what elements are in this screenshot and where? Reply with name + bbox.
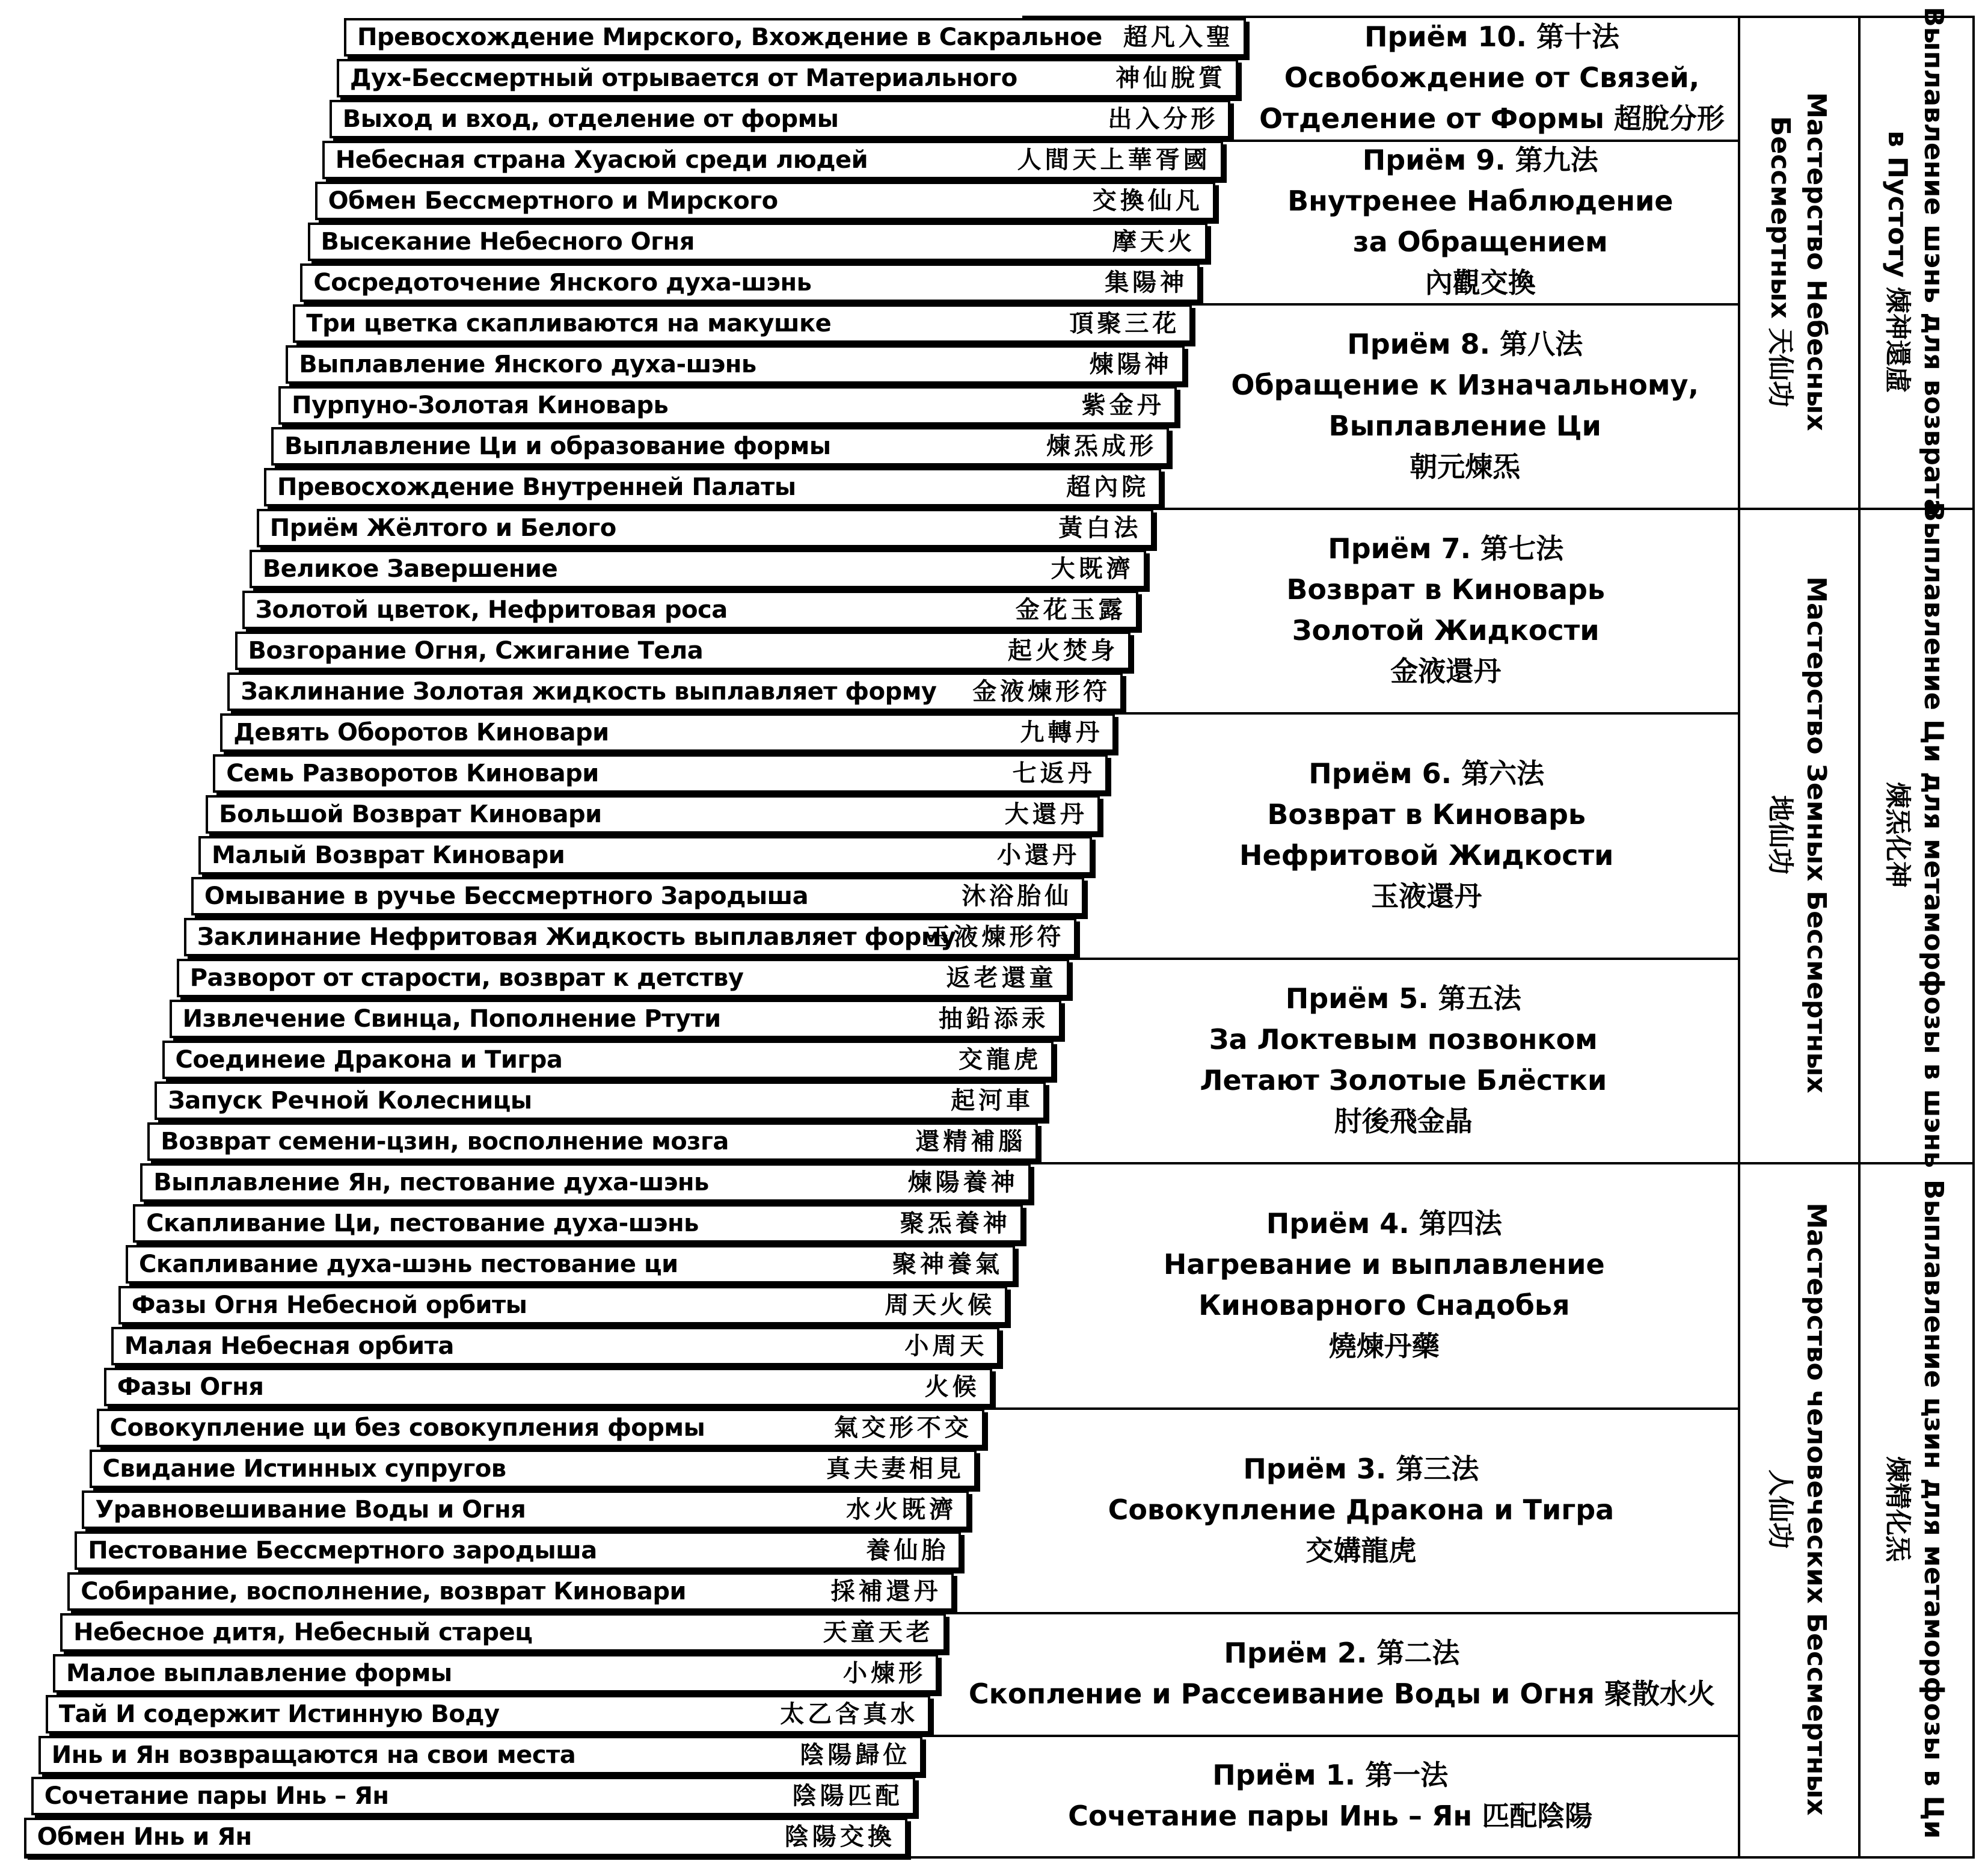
stage-label xyxy=(1879,1180,1951,1839)
method-line: Сочетание пары Инь – Ян 匹配陰陽 xyxy=(1068,1800,1593,1832)
step-name-zh: 抽鉛添汞 xyxy=(938,1005,1049,1033)
step-box xyxy=(213,754,1107,793)
step-name-ru: Заклинание Золотая жидкость выплавляет форму xyxy=(241,678,937,706)
step-name-ru: Малая Небесная орбита xyxy=(124,1332,454,1360)
step-name-ru: Уравновешивание Воды и Огня xyxy=(95,1496,526,1524)
step-name-ru: Превосхождение Мирского, Вхождение в Сакральное xyxy=(357,23,1102,51)
step-name-ru: Соединеие Дракона и Тигра xyxy=(175,1046,563,1074)
step-box xyxy=(308,223,1208,261)
method-cell xyxy=(928,1735,1732,1856)
step-name-zh: 交換仙凡 xyxy=(1092,187,1203,215)
step-name-zh: 神仙脫質 xyxy=(1115,64,1227,92)
step-name-ru: Обмен Бессмертного и Мирского xyxy=(328,187,778,215)
method-cell xyxy=(1037,1162,1732,1407)
step-box xyxy=(60,1613,946,1652)
step-box xyxy=(344,18,1246,57)
method-line: Возврат в Киноварь xyxy=(1267,798,1586,831)
step-name-zh: 天童天老 xyxy=(823,1619,934,1646)
step-box xyxy=(90,1450,977,1488)
step-box xyxy=(24,1818,907,1856)
method-cell xyxy=(1229,140,1732,303)
step-name-zh: 超凡入聖 xyxy=(1123,23,1234,51)
method-line: Приём 4. 第四法 xyxy=(1266,1207,1502,1240)
step-name-ru: Фазы Огня xyxy=(117,1373,264,1401)
step-name-ru: Обмен Инь и Ян xyxy=(37,1823,252,1851)
step-name-zh: 交龍虎 xyxy=(959,1046,1042,1074)
method-line: Отделение от Формы 超脫分形 xyxy=(1259,102,1725,135)
step-box xyxy=(31,1777,915,1815)
step-name-zh: 煉炁成形 xyxy=(1046,432,1157,460)
step-name-ru: Золотой цветок, Нефритовая роса xyxy=(255,596,728,624)
method-line: 金液還丹 xyxy=(1390,655,1502,687)
step-name-zh: 出入分形 xyxy=(1108,105,1219,133)
method-line: 玉液還丹 xyxy=(1371,880,1482,912)
step-box xyxy=(184,918,1077,956)
step-name-ru: Собирание, восполнение, возврат Киновари xyxy=(81,1578,687,1605)
step-name-zh: 周天火候 xyxy=(885,1291,996,1319)
stage-label-line: 煉炁化神 xyxy=(1882,781,1913,888)
step-name-ru: Сосредоточение Янского духа-шэнь xyxy=(313,269,812,297)
step-name-ru: Сочетание пары Инь – Ян xyxy=(44,1782,389,1810)
step-name-zh: 起河車 xyxy=(951,1087,1034,1115)
row-divider xyxy=(24,1856,1975,1859)
stage-label-line: в Пустоту 煉神還虛 xyxy=(1882,131,1913,393)
step-box xyxy=(82,1490,969,1529)
step-box xyxy=(242,591,1138,629)
step-name-zh: 養仙胎 xyxy=(866,1537,950,1564)
step-name-ru: Дух-Бессмертный отрывается от Материального xyxy=(349,64,1017,92)
mastery-label-line: Мастерство Земных Бессмертных xyxy=(1801,576,1832,1093)
stage-label-line: Выплавление шэнь для возврата xyxy=(1918,7,1949,517)
step-name-ru: Инь и Ян возвращаются на свои места xyxy=(51,1741,576,1769)
step-name-zh: 真夫妻相見 xyxy=(826,1455,965,1483)
method-line: Приём 5. 第五法 xyxy=(1285,982,1521,1015)
step-name-ru: Возгорание Огня, Сжигание Тела xyxy=(248,637,704,665)
step-name-zh: 頂聚三花 xyxy=(1069,310,1180,337)
method-line: Нефритовой Жидкости xyxy=(1239,839,1614,872)
step-box xyxy=(227,672,1123,711)
method-line: Выплавление Ци xyxy=(1328,410,1601,442)
step-name-zh: 小煉形 xyxy=(843,1659,926,1687)
stage-label xyxy=(1879,502,1951,1168)
column-divider xyxy=(1972,16,1975,1856)
step-box xyxy=(177,959,1069,997)
method-line: за Обращением xyxy=(1352,226,1608,258)
method-line: Внутренее Наблюдение xyxy=(1287,185,1674,217)
step-name-zh: 紫金丹 xyxy=(1081,392,1165,419)
step-box xyxy=(315,182,1215,220)
step-name-ru: Извлечение Свинца, Пополнение Ртути xyxy=(182,1005,721,1033)
step-name-ru: Заклинание Нефритовая Жидкость выплавляет форму xyxy=(197,923,956,951)
step-name-ru: Небесное дитя, Небесный старец xyxy=(73,1619,533,1646)
mastery-label-line: Мастерство человеческих Бессмертных xyxy=(1801,1202,1832,1816)
step-box xyxy=(235,632,1131,670)
method-line: Приём 7. 第七法 xyxy=(1328,532,1564,565)
step-box xyxy=(293,304,1192,343)
step-box xyxy=(206,795,1100,834)
step-box xyxy=(75,1531,961,1570)
mastery-label xyxy=(1762,92,1834,431)
step-name-ru: Большой Возврат Киновари xyxy=(219,801,602,828)
step-name-zh: 沐浴胎仙 xyxy=(962,882,1073,910)
mastery-label-line: 地仙功 xyxy=(1765,795,1796,875)
mastery-label-line: 人仙功 xyxy=(1765,1469,1796,1549)
step-name-zh: 陰陽歸位 xyxy=(800,1741,911,1769)
step-name-ru: Превосхождение Внутренней Палаты xyxy=(277,473,796,501)
method-cell xyxy=(1121,712,1732,958)
step-name-zh: 起火焚身 xyxy=(1008,637,1118,665)
step-box xyxy=(162,1041,1054,1079)
step-name-zh: 火候 xyxy=(924,1373,980,1401)
method-line: Обращение к Изначальному, xyxy=(1231,369,1699,401)
method-line: Совокупление Дракона и Тигра xyxy=(1108,1493,1615,1526)
column-divider xyxy=(1738,16,1740,1856)
step-box xyxy=(337,59,1238,97)
step-box xyxy=(111,1327,1000,1365)
step-box xyxy=(286,345,1184,384)
method-cell xyxy=(1252,16,1732,140)
stage-label-line: Выплавление Ци для метаморфозы в шэнь xyxy=(1918,502,1949,1168)
step-name-ru: Пурпуно-Золотая Киноварь xyxy=(292,392,669,419)
method-line: Приём 1. 第一法 xyxy=(1212,1759,1449,1791)
step-name-zh: 小還丹 xyxy=(997,841,1080,869)
method-line: Приём 3. 第三法 xyxy=(1243,1453,1479,1485)
step-name-ru: Совокупление ци без совокупления формы xyxy=(109,1414,705,1442)
step-name-zh: 摩天火 xyxy=(1112,228,1195,256)
method-line: Освобождение от Связей, xyxy=(1284,61,1700,94)
step-box xyxy=(46,1695,930,1733)
step-name-zh: 陰陽交換 xyxy=(784,1823,895,1851)
step-name-zh: 金液煉形符 xyxy=(972,678,1111,706)
step-box xyxy=(104,1368,992,1406)
step-name-zh: 水火既濟 xyxy=(846,1496,957,1524)
method-cell xyxy=(990,1407,1732,1612)
step-name-zh: 還精補腦 xyxy=(915,1128,1026,1155)
stage-label-line: Выплавление цзин для метаморфозы в Ци xyxy=(1918,1179,1949,1839)
step-name-zh: 煉陽養神 xyxy=(907,1169,1019,1196)
step-name-zh: 七返丹 xyxy=(1012,760,1096,787)
step-box xyxy=(147,1122,1038,1161)
step-name-ru: Выплавление Янского духа-шэнь xyxy=(299,351,756,378)
method-line: За Локтевым позвонком xyxy=(1209,1023,1598,1056)
method-line: Приём 10. 第十法 xyxy=(1364,20,1619,53)
step-name-zh: 採補還丹 xyxy=(830,1578,942,1605)
step-name-ru: Малый Возврат Киновари xyxy=(212,841,565,869)
method-line: Приём 6. 第六法 xyxy=(1308,757,1545,790)
method-line: 內觀交換 xyxy=(1425,266,1536,299)
step-box xyxy=(155,1081,1046,1120)
step-name-ru: Фазы Огня Небесной орбиты xyxy=(131,1291,527,1319)
method-line: Золотой Жидкости xyxy=(1292,614,1600,647)
step-name-zh: 人間天上華胥國 xyxy=(1017,146,1211,174)
step-name-ru: Разворот от старости, возврат к детству xyxy=(189,964,744,992)
mastery-label-line: Мастерство Небесных xyxy=(1801,92,1832,431)
step-name-zh: 金花玉露 xyxy=(1015,596,1126,624)
method-line: Приём 2. 第二法 xyxy=(1224,1637,1460,1669)
method-line: Летают Золотые Блёстки xyxy=(1200,1064,1607,1097)
step-name-ru: Три цветка скапливаются на макушке xyxy=(306,310,832,337)
step-name-zh: 返老還童 xyxy=(946,964,1057,992)
step-name-zh: 陰陽匹配 xyxy=(792,1782,903,1810)
step-name-zh: 氣交形不交 xyxy=(833,1414,972,1442)
step-box xyxy=(220,713,1115,752)
mastery-label xyxy=(1762,1202,1834,1815)
step-name-ru: Небесная страна Хуасюй среди людей xyxy=(335,146,868,174)
step-name-zh: 煉陽神 xyxy=(1089,351,1173,378)
step-box xyxy=(53,1654,938,1693)
step-name-ru: Свидание Истинных супругов xyxy=(102,1455,506,1483)
step-name-zh: 玉液煉形符 xyxy=(926,923,1065,951)
method-line: Нагревание и выплавление xyxy=(1163,1248,1605,1281)
step-box xyxy=(126,1245,1015,1284)
step-box xyxy=(257,509,1154,547)
step-name-zh: 黃白法 xyxy=(1058,514,1142,542)
step-name-ru: Выплавление Ян, пестование духа-шэнь xyxy=(153,1169,709,1196)
step-name-zh: 小周天 xyxy=(904,1332,988,1360)
step-name-zh: 聚神養氣 xyxy=(892,1250,1003,1278)
step-name-ru: Тай И содержит Истинную Воду xyxy=(58,1700,500,1728)
step-box xyxy=(133,1204,1023,1243)
method-cell xyxy=(1159,508,1732,712)
step-name-ru: Омывание в ручье Бессмертного Зародыша xyxy=(204,882,809,910)
step-name-ru: Приём Жёлтого и Белого xyxy=(269,514,616,542)
step-name-ru: Запуск Речной Колесницы xyxy=(168,1087,532,1115)
method-line: 朝元煉炁 xyxy=(1410,451,1521,483)
step-box xyxy=(330,100,1231,138)
method-cell xyxy=(1198,303,1732,508)
step-name-zh: 九轉丹 xyxy=(1020,719,1103,746)
step-name-zh: 大還丹 xyxy=(1004,801,1088,828)
method-line: Приём 8. 第八法 xyxy=(1347,328,1583,360)
step-name-ru: Пестование Бессмертного зародыша xyxy=(88,1537,597,1564)
step-name-ru: Выход и вход, отделение от формы xyxy=(342,105,839,133)
step-name-ru: Девять Оборотов Киновари xyxy=(233,719,609,746)
step-name-ru: Великое Завершение xyxy=(262,555,558,583)
step-name-zh: 太乙含真水 xyxy=(780,1700,919,1728)
step-name-zh: 集陽神 xyxy=(1105,269,1188,297)
step-box xyxy=(118,1286,1007,1324)
mastery-label xyxy=(1762,576,1834,1093)
method-line: Приём 9. 第九法 xyxy=(1362,144,1598,176)
mastery-label-line: Бессмертных 天仙功 xyxy=(1765,115,1796,408)
step-box xyxy=(38,1736,923,1774)
step-box xyxy=(191,877,1084,915)
method-line: 燒煉丹藥 xyxy=(1328,1330,1440,1362)
method-cell xyxy=(1075,958,1732,1162)
method-line: 肘後飛金晶 xyxy=(1334,1105,1473,1137)
step-box xyxy=(322,141,1223,179)
step-name-ru: Скапливание духа-шэнь пестование ци xyxy=(139,1250,678,1278)
step-box xyxy=(271,427,1169,466)
method-line: 交媾龍虎 xyxy=(1305,1534,1417,1567)
step-name-zh: 超內院 xyxy=(1066,473,1150,501)
step-box xyxy=(140,1163,1030,1202)
step-name-ru: Семь Разворотов Киновари xyxy=(226,760,599,787)
step-name-ru: Выплавление Ци и образование формы xyxy=(284,432,831,460)
step-name-zh: 大既濟 xyxy=(1051,555,1134,583)
method-cell xyxy=(952,1612,1732,1735)
step-name-ru: Скапливание Ци, пестование духа-шэнь xyxy=(146,1210,699,1237)
step-box xyxy=(198,836,1092,875)
step-name-ru: Возврат семени-цзин, восполнение мозга xyxy=(161,1128,729,1155)
step-box xyxy=(67,1572,953,1611)
step-box xyxy=(264,468,1161,506)
stage-label xyxy=(1879,7,1951,517)
method-line: Скопление и Рассеивание Воды и Огня 聚散水火 xyxy=(968,1678,1715,1710)
column-divider xyxy=(1858,16,1861,1856)
step-name-zh: 聚炁養神 xyxy=(900,1210,1011,1237)
step-name-ru: Малое выплавление формы xyxy=(66,1659,452,1687)
step-name-ru: Высекание Небесного Огня xyxy=(321,228,695,256)
method-line: Возврат в Киноварь xyxy=(1286,573,1606,606)
stage-label-line: 煉精化炁 xyxy=(1882,1456,1913,1562)
step-box xyxy=(97,1409,984,1447)
step-box xyxy=(300,263,1200,302)
step-box xyxy=(170,1000,1061,1038)
step-box xyxy=(250,550,1146,588)
step-box xyxy=(278,386,1177,425)
method-line: Киноварного Снадобья xyxy=(1198,1289,1570,1321)
